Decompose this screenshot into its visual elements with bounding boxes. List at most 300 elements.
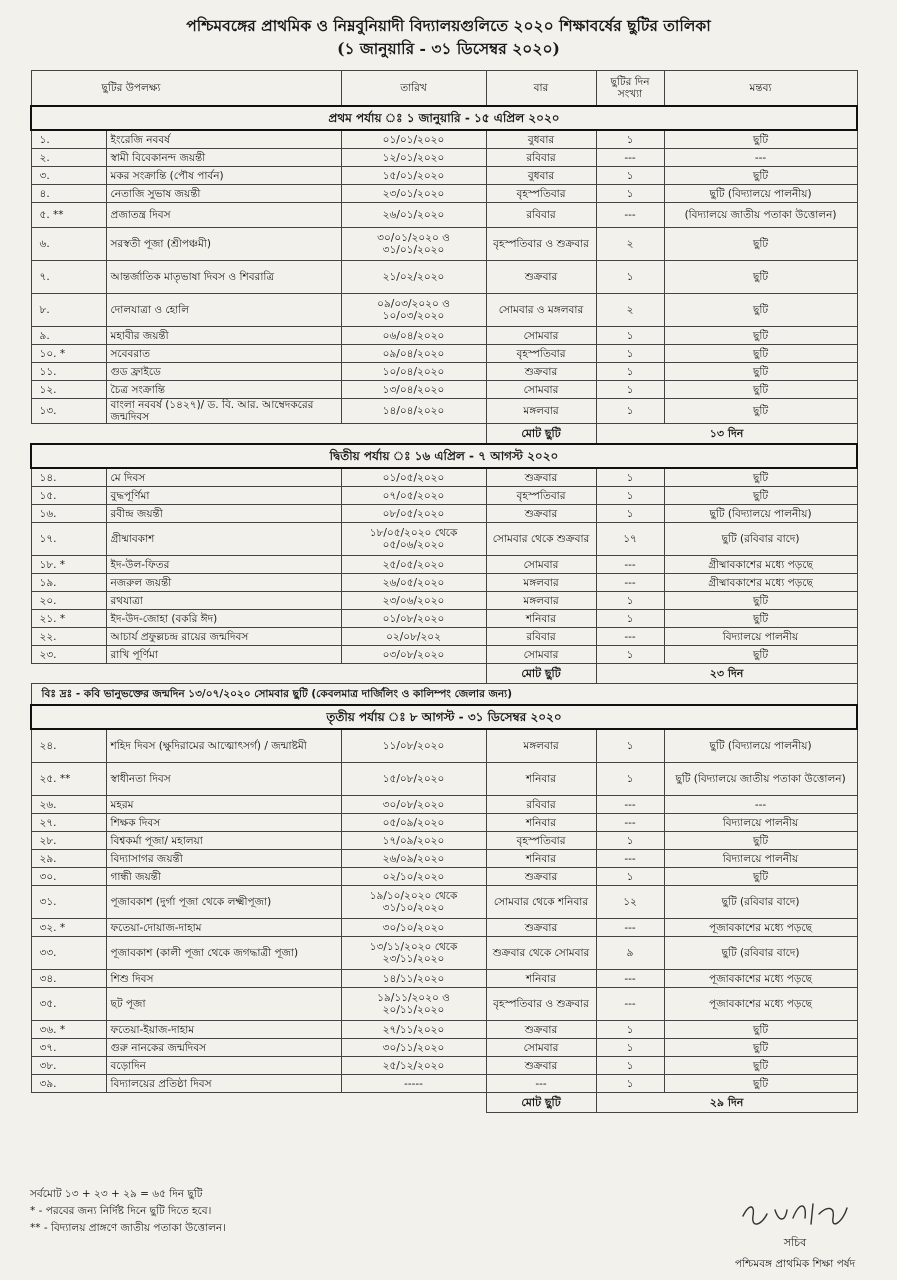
occasion-cell: রবীন্দ্র জয়ন্তী [106, 505, 341, 523]
table-row [31, 970, 857, 988]
serial-cell: ৩৭. [31, 1039, 106, 1057]
days-count-cell: --- [596, 203, 664, 228]
serial-cell: ১৬. [31, 505, 106, 523]
total-label: মোট ছুটি [486, 1093, 596, 1113]
date-cell: ১৮/০৫/২০২০ থেকে ০৫/০৬/২০২০ [341, 523, 486, 556]
occasion-cell: শিক্ষক দিবস [106, 814, 341, 832]
date-cell: ১৫/০৮/২০২০ [341, 763, 486, 796]
occasion-cell: মকর সংক্রান্তি (পৌষ পার্বন) [106, 167, 341, 185]
total-value: ১৩ দিন [596, 424, 857, 445]
table-row [31, 868, 857, 886]
signature-icon [735, 1196, 855, 1230]
serial-cell: ১. [31, 130, 106, 149]
occasion-cell: গুরু নানকের জন্মদিবস [106, 1039, 341, 1057]
day-cell: মঙ্গলবার [486, 399, 596, 424]
header-remarks: মন্তব্য [664, 71, 857, 107]
document-title [0, 14, 897, 60]
days-count-cell: --- [596, 970, 664, 988]
day-cell: শনিবার [486, 763, 596, 796]
occasion-cell: গান্ধী জয়ন্তী [106, 868, 341, 886]
day-cell: --- [486, 1075, 596, 1093]
serial-cell: ১৮. * [31, 556, 106, 574]
occasion-cell: রথযাত্রা [106, 592, 341, 610]
date-cell: ----- [341, 1075, 486, 1093]
remarks-cell: ছুটি (বিদ্যালয়ে পালনীয়) [664, 505, 857, 523]
table-row [31, 628, 857, 646]
table-row [31, 937, 857, 970]
table-row [31, 988, 857, 1021]
table-row [31, 574, 857, 592]
date-cell: ২৫/১২/২০২০ [341, 1057, 486, 1075]
special-note: বিঃ দ্রঃ - কবি ভানুভক্তের জন্মদিন ১৩/০৭/২০২০ সোমবার ছুটি (কেবলমাত্র দার্জিলিং ও কালিম্পং জেলার জন্য) [31, 684, 857, 706]
date-cell: ১৫/০১/২০২০ [341, 167, 486, 185]
remarks-cell: গ্রীষ্মাবকাশের মধ্যে পড়ছে [664, 556, 857, 574]
serial-cell: ৭. [31, 261, 106, 294]
remarks-cell: ছুটি [664, 130, 857, 149]
remarks-cell: পূজাবকাশের মধ্যে পড়ছে [664, 970, 857, 988]
date-cell: ০৬/০৪/২০২০ [341, 327, 486, 345]
days-count-cell: --- [596, 850, 664, 868]
days-count-cell: --- [596, 574, 664, 592]
date-cell: ০১/০১/২০২০ [341, 130, 486, 149]
total-value: ২৯ দিন [596, 1093, 857, 1113]
days-count-cell: --- [596, 628, 664, 646]
total-spacer [31, 1093, 486, 1113]
occasion-cell: নজরুল জয়ন্তী [106, 574, 341, 592]
date-cell: ১৭/০৯/২০২০ [341, 832, 486, 850]
title-line-1: পশ্চিমবঙ্গের প্রাথমিক ও নিম্নবুনিয়াদী বিদ্যালয়গুলিতে ২০২০ শিক্ষাবর্ষের ছুটির তালিকা [186, 16, 711, 35]
serial-cell: ৩২. * [31, 919, 106, 937]
table-row [31, 363, 857, 381]
days-count-cell: ১ [596, 1021, 664, 1039]
date-cell: ১৪/১১/২০২০ [341, 970, 486, 988]
total-label: মোট ছুটি [486, 664, 596, 684]
day-cell: সোমবার থেকে শনিবার [486, 886, 596, 919]
remarks-cell: ছুটি [664, 294, 857, 327]
remarks-cell: ছুটি [664, 487, 857, 505]
occasion-cell: নেতাজি সুভাষ জয়ন্তী [106, 185, 341, 203]
date-cell: ২৩/০১/২০২০ [341, 185, 486, 203]
remarks-cell: ছুটি [664, 610, 857, 628]
day-cell: সোমবার ও মঙ্গলবার [486, 294, 596, 327]
occasion-cell: ইদ-উল-ফিতর [106, 556, 341, 574]
table-row [31, 468, 857, 487]
serial-cell: ২৩. [31, 646, 106, 664]
date-cell: ১২/০১/২০২০ [341, 149, 486, 167]
date-cell: ১৯/১১/২০২০ ও ২০/১১/২০২০ [341, 988, 486, 1021]
days-count-cell: ১ [596, 487, 664, 505]
occasion-cell: ছট পূজা [106, 988, 341, 1021]
remarks-cell: ছুটি (রবিবার বাদে) [664, 523, 857, 556]
day-cell: রবিবার [486, 796, 596, 814]
serial-cell: ৪. [31, 185, 106, 203]
serial-cell: ২. [31, 149, 106, 167]
date-cell: ২৭/১১/২০২০ [341, 1021, 486, 1039]
date-cell: ২১/০২/২০২০ [341, 261, 486, 294]
occasion-cell: রাখি পূর্ণিমা [106, 646, 341, 664]
table-row [31, 487, 857, 505]
occasion-cell: প্রজাতন্ত্র দিবস [106, 203, 341, 228]
date-cell: ২৬/০১/২০২০ [341, 203, 486, 228]
date-cell: ০৭/০৫/২০২০ [341, 487, 486, 505]
date-cell: ০৯/০৩/২০২০ ও ১০/০৩/২০২০ [341, 294, 486, 327]
date-cell: ০১/০৮/২০২০ [341, 610, 486, 628]
serial-cell: ৩১. [31, 886, 106, 919]
date-cell: ২৬/০৫/২০২০ [341, 574, 486, 592]
total-value: ২৩ দিন [596, 664, 857, 684]
remarks-cell: গ্রীষ্মাবকাশের মধ্যে পড়ছে [664, 574, 857, 592]
table-row [31, 886, 857, 919]
day-cell: মঙ্গলবার [486, 574, 596, 592]
total-label: মোট ছুটি [486, 424, 596, 445]
header-day: বার [486, 71, 596, 107]
serial-cell: ১৫. [31, 487, 106, 505]
remarks-cell: (বিদ্যালয়ে জাতীয় পতাকা উত্তোলন) [664, 203, 857, 228]
day-cell: সোমবার [486, 1039, 596, 1057]
date-cell: ১৪/০৪/২০২০ [341, 399, 486, 424]
serial-cell: ১০. * [31, 345, 106, 363]
days-count-cell: --- [596, 988, 664, 1021]
serial-cell: ১২. [31, 381, 106, 399]
remarks-cell: --- [664, 149, 857, 167]
days-count-cell: ১ [596, 381, 664, 399]
serial-cell: ৩০. [31, 868, 106, 886]
date-cell: ১৯/১০/২০২০ থেকে ৩১/১০/২০২০ [341, 886, 486, 919]
serial-cell: ৯. [31, 327, 106, 345]
serial-cell: ২৬. [31, 796, 106, 814]
table-row [31, 850, 857, 868]
serial-cell: ১৩. [31, 399, 106, 424]
day-cell: শুক্রবার [486, 1021, 596, 1039]
day-cell: শনিবার [486, 970, 596, 988]
days-count-cell: --- [596, 556, 664, 574]
remarks-cell: ছুটি [664, 261, 857, 294]
days-count-cell: --- [596, 814, 664, 832]
date-cell: ৩০/০১/২০২০ ও ৩১/০১/২০২০ [341, 228, 486, 261]
days-count-cell: ১ [596, 592, 664, 610]
day-cell: রবিবার [486, 149, 596, 167]
remarks-cell: বিদ্যালয়ে পালনীয় [664, 628, 857, 646]
table-body [31, 106, 857, 1113]
table-header-row [31, 71, 857, 107]
date-cell: ২৩/০৬/২০২০ [341, 592, 486, 610]
days-count-cell: ১ [596, 832, 664, 850]
holiday-table [30, 70, 858, 1113]
phase-header-row [31, 106, 857, 130]
remarks-cell: ছুটি [664, 345, 857, 363]
day-cell: সোমবার [486, 327, 596, 345]
signature-title: সচিব [783, 1236, 807, 1249]
phase-header-row [31, 444, 857, 468]
remarks-cell: --- [664, 796, 857, 814]
day-cell: বৃহস্পতিবার ও শুক্রবার [486, 228, 596, 261]
phase-title: প্রথম পর্যায় ঃ ১ জানুয়ারি - ১৫ এপ্রিল ২০২০ [31, 106, 857, 130]
day-cell: শনিবার [486, 610, 596, 628]
occasion-cell: সরস্বতী পূজা (শ্রীপঞ্চমী) [106, 228, 341, 261]
remarks-cell: ছুটি [664, 381, 857, 399]
serial-cell: ২৯. [31, 850, 106, 868]
header-days-count: ছুটির দিন সংখ্যা [596, 71, 664, 107]
occasion-cell: ইদ-উদ-জোহা (বকরি ঈদ) [106, 610, 341, 628]
remarks-cell: ছুটি (রবিবার বাদে) [664, 886, 857, 919]
serial-cell: ৩৮. [31, 1057, 106, 1075]
day-cell: শুক্রবার [486, 1057, 596, 1075]
day-cell: শনিবার [486, 814, 596, 832]
table-row [31, 1039, 857, 1057]
occasion-cell: শহিদ দিবস (ক্ষুদিরামের আত্মোৎসর্গ) / জন্মাষ্টমী [106, 729, 341, 763]
days-count-cell: ১ [596, 1057, 664, 1075]
day-cell: রবিবার [486, 203, 596, 228]
day-cell: বুধবার [486, 130, 596, 149]
days-count-cell: ১ [596, 345, 664, 363]
remarks-cell: ছুটি [664, 399, 857, 424]
serial-cell: ১৪. [31, 468, 106, 487]
day-cell: মঙ্গলবার [486, 729, 596, 763]
total-row [31, 1093, 857, 1113]
footnote-double-star: ** - বিদ্যালয় প্রাঙ্গণে জাতীয় পতাকা উত্তোলন। [30, 1222, 226, 1234]
occasion-cell: সবেবরাত [106, 345, 341, 363]
occasion-cell: শিশু দিবস [106, 970, 341, 988]
day-cell: বৃহস্পতিবার [486, 345, 596, 363]
date-cell: ১১/০৮/২০২০ [341, 729, 486, 763]
occasion-cell: পূজাবকাশ (দুর্গা পূজা থেকে লক্ষ্মীপূজা) [106, 886, 341, 919]
table-row [31, 1021, 857, 1039]
occasion-cell: ফতেয়া-ইয়াজ-দাহাম [106, 1021, 341, 1039]
day-cell: শুক্রবার [486, 261, 596, 294]
day-cell: বৃহস্পতিবার [486, 487, 596, 505]
days-count-cell: ২ [596, 228, 664, 261]
days-count-cell: ১ [596, 1075, 664, 1093]
day-cell: বৃহস্পতিবার [486, 185, 596, 203]
days-count-cell: ১ [596, 130, 664, 149]
day-cell: সোমবার [486, 646, 596, 664]
serial-cell: ৩৩. [31, 937, 106, 970]
serial-cell: ৩৬. * [31, 1021, 106, 1039]
header-date: তারিখ [341, 71, 486, 107]
occasion-cell: মহাবীর জয়ন্তী [106, 327, 341, 345]
day-cell: বৃহস্পতিবার [486, 832, 596, 850]
day-cell: রবিবার [486, 628, 596, 646]
occasion-cell: আচার্য প্রফুল্লচন্দ্র রায়ের জন্মদিবস [106, 628, 341, 646]
date-cell: ২৫/০৫/২০২০ [341, 556, 486, 574]
table-row [31, 832, 857, 850]
days-count-cell: ১ [596, 646, 664, 664]
remarks-cell: ছুটি (বিদ্যালয়ে পালনীয়) [664, 729, 857, 763]
table-row [31, 556, 857, 574]
days-count-cell: ১ [596, 763, 664, 796]
remarks-cell: ছুটি [664, 592, 857, 610]
table-row [31, 523, 857, 556]
date-cell: ৩০/১১/২০২০ [341, 1039, 486, 1057]
date-cell: ৩০/১০/২০২০ [341, 919, 486, 937]
occasion-cell: চৈত্র সংক্রান্তি [106, 381, 341, 399]
day-cell: সোমবার [486, 381, 596, 399]
title-line-2: (১ জানুয়ারি - ৩১ ডিসেম্বর ২০২০) [337, 39, 560, 58]
days-count-cell: ১ [596, 399, 664, 424]
date-cell: ১৩/১১/২০২০ থেকে ২৩/১১/২০২০ [341, 937, 486, 970]
day-cell: শুক্রবার [486, 868, 596, 886]
occasion-cell: আন্তর্জাতিক মাতৃভাষা দিবস ও শিবরাত্রি [106, 261, 341, 294]
serial-cell: ৫. ** [31, 203, 106, 228]
occasion-cell: ফতেয়া-দোয়াজ-দাহাম [106, 919, 341, 937]
remarks-cell: ছুটি [664, 868, 857, 886]
occasion-cell: ইংরেজি নববর্ষ [106, 130, 341, 149]
serial-cell: ২২. [31, 628, 106, 646]
table-row [31, 294, 857, 327]
total-spacer [31, 424, 486, 445]
header-occasion: ছুটির উপলক্ষ্য [31, 71, 341, 107]
table-row [31, 505, 857, 523]
serial-cell: ২০. [31, 592, 106, 610]
days-count-cell: ১ [596, 167, 664, 185]
serial-cell: ৩৯. [31, 1075, 106, 1093]
occasion-cell: বিদ্যালয়ের প্রতিষ্ঠা দিবস [106, 1075, 341, 1093]
note-row [31, 684, 857, 706]
day-cell: বৃহস্পতিবার ও শুক্রবার [486, 988, 596, 1021]
serial-cell: ২৮. [31, 832, 106, 850]
day-cell: শুক্রবার [486, 919, 596, 937]
days-count-cell: --- [596, 919, 664, 937]
total-row [31, 424, 857, 445]
days-count-cell: --- [596, 796, 664, 814]
days-count-cell: ১২ [596, 886, 664, 919]
occasion-cell: মে দিবস [106, 468, 341, 487]
table-row [31, 381, 857, 399]
remarks-cell: ছুটি [664, 468, 857, 487]
table-row [31, 399, 857, 424]
days-count-cell: ১৭ [596, 523, 664, 556]
occasion-cell: পূজাবকাশ (কালী পূজা থেকে জগদ্ধাত্রী পূজা) [106, 937, 341, 970]
day-cell: সোমবার থেকে শুক্রবার [486, 523, 596, 556]
occasion-cell: স্বাধীনতা দিবস [106, 763, 341, 796]
occasion-cell: বুদ্ধপূর্ণিমা [106, 487, 341, 505]
table-row [31, 796, 857, 814]
remarks-cell: ছুটি (বিদ্যালয়ে জাতীয় পতাকা উত্তোলন) [664, 763, 857, 796]
date-cell: ০৩/০৮/২০২০ [341, 646, 486, 664]
remarks-cell: ছুটি [664, 1039, 857, 1057]
table-row [31, 228, 857, 261]
date-cell: ৩০/০৮/২০২০ [341, 796, 486, 814]
table-row [31, 327, 857, 345]
day-cell: শুক্রবার [486, 505, 596, 523]
serial-cell: ২১. * [31, 610, 106, 628]
date-cell: ০৫/০৯/২০২০ [341, 814, 486, 832]
table-row [31, 919, 857, 937]
grand-total: সর্বমোট ১৩ + ২৩ + ২৯ = ৬৫ দিন ছুটি [30, 1188, 203, 1200]
occasion-cell: বিশ্বকর্মা পূজা/ মহালয়া [106, 832, 341, 850]
date-cell: ০১/০৫/২০২০ [341, 468, 486, 487]
remarks-cell: বিদ্যালয়ে পালনীয় [664, 850, 857, 868]
table-row [31, 149, 857, 167]
table-row [31, 261, 857, 294]
table-row [31, 646, 857, 664]
remarks-cell: বিদ্যালয়ে পালনীয় [664, 814, 857, 832]
days-count-cell: ১ [596, 610, 664, 628]
date-cell: ০৮/০৫/২০২০ [341, 505, 486, 523]
phase-title: তৃতীয় পর্যায় ঃ ৮ আগস্ট - ৩১ ডিসেম্বর ২০২০ [31, 705, 857, 729]
total-row [31, 664, 857, 684]
days-count-cell: ১ [596, 185, 664, 203]
remarks-cell: ছুটি [664, 363, 857, 381]
footer-notes [30, 1186, 590, 1237]
occasion-cell: দোলযাত্রা ও হোলি [106, 294, 341, 327]
signature-org: পশ্চিমবঙ্গ প্রাথমিক শিক্ষা পর্ষদ [734, 1258, 856, 1270]
serial-cell: ২৭. [31, 814, 106, 832]
serial-cell: ৩৪. [31, 970, 106, 988]
table-row [31, 130, 857, 149]
day-cell: শুক্রবার থেকে সোমবার [486, 937, 596, 970]
days-count-cell: ১ [596, 468, 664, 487]
remarks-cell: ছুটি [664, 167, 857, 185]
days-count-cell: ১ [596, 505, 664, 523]
remarks-cell: ছুটি [664, 646, 857, 664]
total-spacer [31, 664, 486, 684]
occasion-cell: গুড ফ্রাইডে [106, 363, 341, 381]
days-count-cell: ১ [596, 729, 664, 763]
day-cell: শুক্রবার [486, 363, 596, 381]
table-row [31, 345, 857, 363]
occasion-cell: গ্রীষ্মাবকাশ [106, 523, 341, 556]
phase-header-row [31, 705, 857, 729]
table-row [31, 1057, 857, 1075]
remarks-cell: ছুটি [664, 1021, 857, 1039]
remarks-cell: ছুটি [664, 1075, 857, 1093]
date-cell: ১৩/০৪/২০২০ [341, 381, 486, 399]
table-row [31, 203, 857, 228]
occasion-cell: স্বামী বিবেকানন্দ জয়ন্তী [106, 149, 341, 167]
serial-cell: ৩৫. [31, 988, 106, 1021]
table-row [31, 185, 857, 203]
remarks-cell: পূজাবকাশের মধ্যে পড়ছে [664, 988, 857, 1021]
table-row [31, 167, 857, 185]
phase-title: দ্বিতীয় পর্যায় ঃ ১৬ এপ্রিল - ৭ আগস্ট ২০২০ [31, 444, 857, 468]
day-cell: বুধবার [486, 167, 596, 185]
serial-cell: ৮. [31, 294, 106, 327]
date-cell: ০৯/০৪/২০২০ [341, 345, 486, 363]
footnote-star: * - পরবের জন্য নির্দিষ্ট দিনে ছুটি দিতে হবে। [30, 1205, 212, 1217]
occasion-cell: বড়োদিন [106, 1057, 341, 1075]
days-count-cell: ৯ [596, 937, 664, 970]
serial-cell: ২৫. ** [31, 763, 106, 796]
days-count-cell: ১ [596, 261, 664, 294]
occasion-cell: বিদ্যাসাগর জয়ন্তী [106, 850, 341, 868]
remarks-cell: ছুটি [664, 832, 857, 850]
date-cell: ২৬/০৯/২০২০ [341, 850, 486, 868]
table-row [31, 763, 857, 796]
days-count-cell: ১ [596, 363, 664, 381]
remarks-cell: ছুটি (রবিবার বাদে) [664, 937, 857, 970]
serial-cell: ১৭. [31, 523, 106, 556]
date-cell: ১০/০৪/২০২০ [341, 363, 486, 381]
day-cell: সোমবার [486, 556, 596, 574]
day-cell: শুক্রবার [486, 468, 596, 487]
remarks-cell: ছুটি [664, 228, 857, 261]
table-row [31, 814, 857, 832]
serial-cell: ৩. [31, 167, 106, 185]
days-count-cell: ২ [596, 294, 664, 327]
remarks-cell: ছুটি [664, 1057, 857, 1075]
serial-cell: ২৪. [31, 729, 106, 763]
days-count-cell: --- [596, 149, 664, 167]
serial-cell: ১১. [31, 363, 106, 381]
serial-cell: ১৯. [31, 574, 106, 592]
day-cell: শনিবার [486, 850, 596, 868]
days-count-cell: ১ [596, 327, 664, 345]
days-count-cell: ১ [596, 868, 664, 886]
occasion-cell: বাংলা নববর্ষ (১৪২৭)/ ড. বি. আর. আম্বেদকরের জন্মদিবস [106, 399, 341, 424]
table-row [31, 610, 857, 628]
days-count-cell: ১ [596, 1039, 664, 1057]
